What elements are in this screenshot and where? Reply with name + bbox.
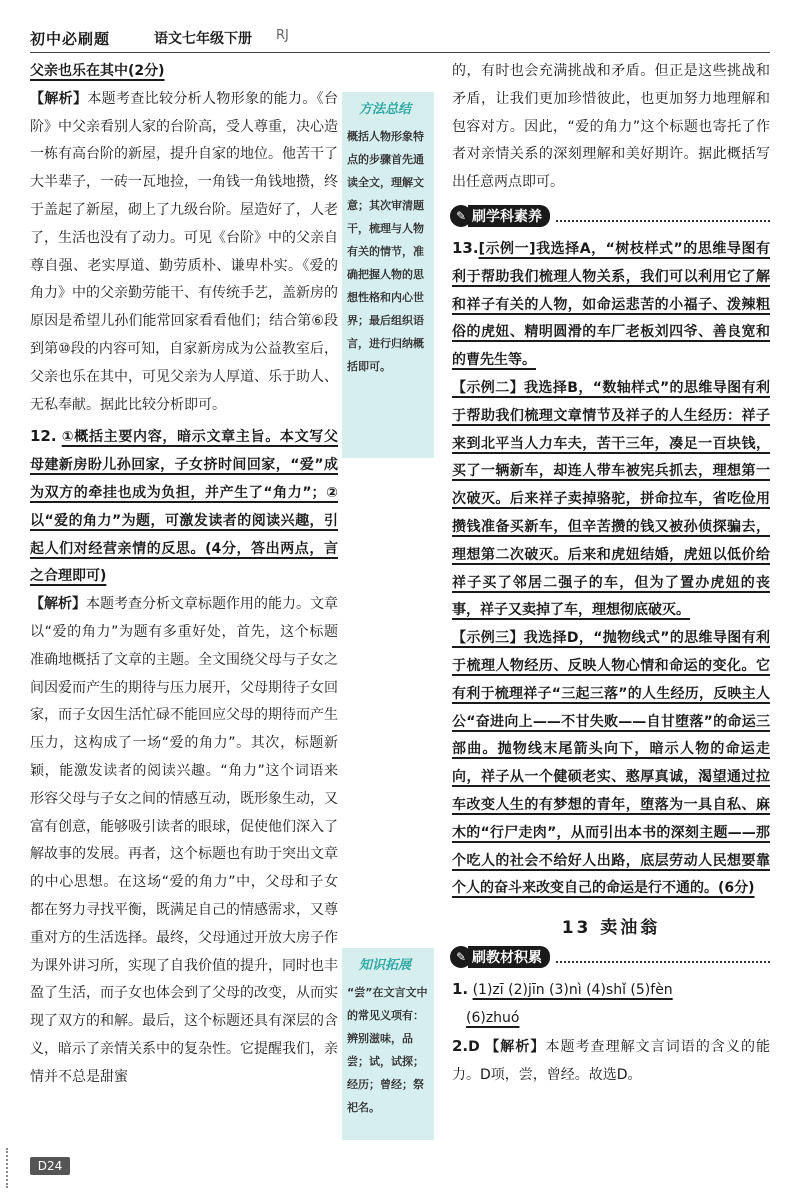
example-text: [示例一]我选择A，“树枝样式”的思维导图有利于帮助我们梳理人物关系，我们可以利用它了解和祥子有关的人物，如命运悲苦的小福子、泼辣粗俗的虎妞、精明圆滑的车厂老板刘四爷、善良宽和的曹先生等。 — [452, 240, 770, 369]
page-header — [30, 28, 770, 53]
analysis-label: 【解析】 — [30, 90, 88, 107]
analysis-label: 【解析】 — [30, 596, 86, 613]
analysis-q11 — [30, 86, 338, 420]
analysis-q12 — [30, 591, 338, 1091]
lesson-title: 13 卖油翁 — [561, 918, 661, 939]
question-13-example-2: 【示例二】我选择B，“数轴样式”的思维导图有利于帮助我们梳理文章情节及祥子的人生经历：祥子来到北平当人力车夫，苦干三年，凑足一百块钱，买了一辆新车，却连人带车被宪兵抓去，理想第一次破灭。后来祥子卖掉骆驼，拼命拉车，省吃俭用攒钱准备买新车，但辛苦攒的钱又被孙侦探骗去，理想第二次破灭。后来和虎妞结婚，虎妞以低价给祥子买了邻居二强子的车，但为了置办虎妞的丧事，祥子又卖掉了车，理想彻底破灭。 — [452, 379, 770, 619]
analysis-label: 【解析】 — [485, 1038, 546, 1055]
right-column — [452, 58, 770, 1089]
analysis-text: 本题考查比较分析人物形象的能力。《台阶》中父亲看别人家的台阶高，受人尊重，决心造一栋有高台阶的新屋，提升自家的地位。他苦干了大半辈子，一砖一瓦地捡，一角钱一角钱地攒，终于盖起了新屋，砌上了九级台阶。屋造好了，人老了，生活也没有了动力。可见《台阶》中的父亲自尊自强、老实厚道、勤劳质朴、谦卑朴实。《爱的角力》中的父亲勤劳能干、有传统手艺，盖新房的原因是希望儿孙们能常回家看看他们；结合第⑥段到第⑩段的内容可知，自家新房成为公益教室后，父亲也乐在其中，可见父亲为人厚道、乐于助人、无私奉献。据此比较分析即可。 — [30, 90, 339, 413]
dotted-rule — [556, 951, 770, 963]
left-column — [30, 58, 338, 1091]
analysis-text: 本题考查分析文章标题作用的能力。文章以“爱的角力”为题有多重好处，首先，这个标题准确地概括了文章的主题。全文围绕父母与子女之间因爱而产生的期待与压力展开，父母期待子女回家，而子女因生活忙碌不能回应父母的期待而产生压力，这构成了一场“爱的角力”。其次，标题新颖，能激发读者的阅读兴趣。“角力”这个词语来形容父母与子女之间的情感互动，既形象生动，又富有创意，能够吸引读者的眼球，促使他们深入了解故事的发展。再者，这个标题也有助于突出文章的中心思想。在这场“爱的角力”中，父母和子女都在努力寻找平衡，既满足自己的情感需求，又尊重对方的生活选择。最终，父母通过开放大房子作为课外讲习所，实现了自我价值的提升，同时也丰盈了生活，而子女也体会到了父母的改变，从而实现了双方的和解。最后，这个标题还具有深层的含义，暗示了亲情关系中的复杂性。它提醒我们，亲情并不总是甜蜜 — [30, 596, 338, 1085]
band-label: 刷学科素养 — [468, 205, 550, 227]
series-title: 初中必刷题 — [30, 30, 111, 48]
question-12-answer — [30, 423, 338, 591]
question-number: 12. — [30, 427, 57, 446]
question-2-answer — [452, 1033, 770, 1090]
band-label: 刷教材积累 — [468, 946, 550, 968]
answer-choice: D — [468, 1038, 480, 1055]
knowledge-title: 知识拓展 — [359, 958, 412, 973]
question-13-example-1 — [452, 235, 770, 375]
dotted-rule — [556, 210, 770, 222]
question-1-answer-cont — [452, 1005, 770, 1033]
brush-icon: ✎ — [450, 946, 472, 968]
pinyin-line: (1)zī (2)jīn (3)nì (4)shǐ (5)fèn — [472, 982, 673, 999]
question-number: 2. — [452, 1036, 469, 1055]
knowledge-box — [342, 948, 434, 1140]
question-number: 1. — [452, 980, 469, 999]
method-summary-box — [342, 92, 434, 458]
analysis-q12-continued: 的，有时也会充满挑战和矛盾。但正是这些挑战和矛盾，让我们更加珍惜彼此，也更加努力地理解和包容对方。因此，“爱的角力”这个标题也寄托了作者对亲情关系的深刻理解和美好期许。据此概括写出任意两点即可。 — [452, 63, 770, 191]
brush-icon: ✎ — [450, 205, 472, 227]
question-number: 13. — [452, 238, 479, 257]
knowledge-text: “尝”在文言文中的常见义项有：辨别滋味，品尝；试，试探；经历；曾经；祭祀名。 — [347, 986, 428, 1114]
answer-text: ①概括主要内容，暗示文章主旨。本文写父母建新房盼儿孙回家，子女挤时间回家，“爱”成为双方的牵挂也成为负担，并产生了“角力”；②以“爱的角力”为题，可激发读者的阅读兴趣，引起人们对经营亲情的反思。(4分，答出两点，言之合理即可) — [30, 429, 338, 585]
page-number: D24 — [30, 1157, 70, 1175]
method-summary-title: 方法总结 — [359, 102, 412, 117]
answer-end-q11: 父亲也乐在其中(2分) — [30, 63, 165, 79]
method-summary-text: 概括人物形象特点的步骤首先通读全文，理解文意；其次审清题干，梳理与人物有关的情节，准确把握人物的思想性格和内心世界；最后组织语言，进行归纳概括即可。 — [347, 130, 424, 373]
analysis-text: 本题考查理解文言词语的含义的能力。D项，尝，曾经。故选D。 — [452, 1038, 771, 1083]
pinyin-line: (6)zhuó — [466, 1009, 520, 1026]
section-band-textbook — [450, 946, 770, 968]
book-title: 语文七年级下册 — [154, 31, 252, 47]
edition-label: RJ — [276, 28, 289, 43]
section-band-subject — [450, 205, 770, 227]
question-1-answer — [452, 976, 770, 1005]
question-13-example-3: 【示例三】我选择D，“抛物线式”的思维导图有利于梳理人物经历、反映人物心情和命运的变化。它有利于梳理祥子“三起三落”的人生经历，反映主人公“奋进向上——不甘失败——自甘堕落”的命运三部曲。抛物线末尾箭头向下，暗示人物的命运走向，祥子从一个健硕老实、憨厚真诚，渴望通过拉车改变人生的有梦想的青年，堕落为一具自私、麻木的“行尸走肉”，从而引出本书的深刻主题——那个吃人的社会不给好人出路，底层劳动人民想要靠个人的奋斗来改变自己的命运是行不通的。(6分) — [452, 630, 770, 897]
